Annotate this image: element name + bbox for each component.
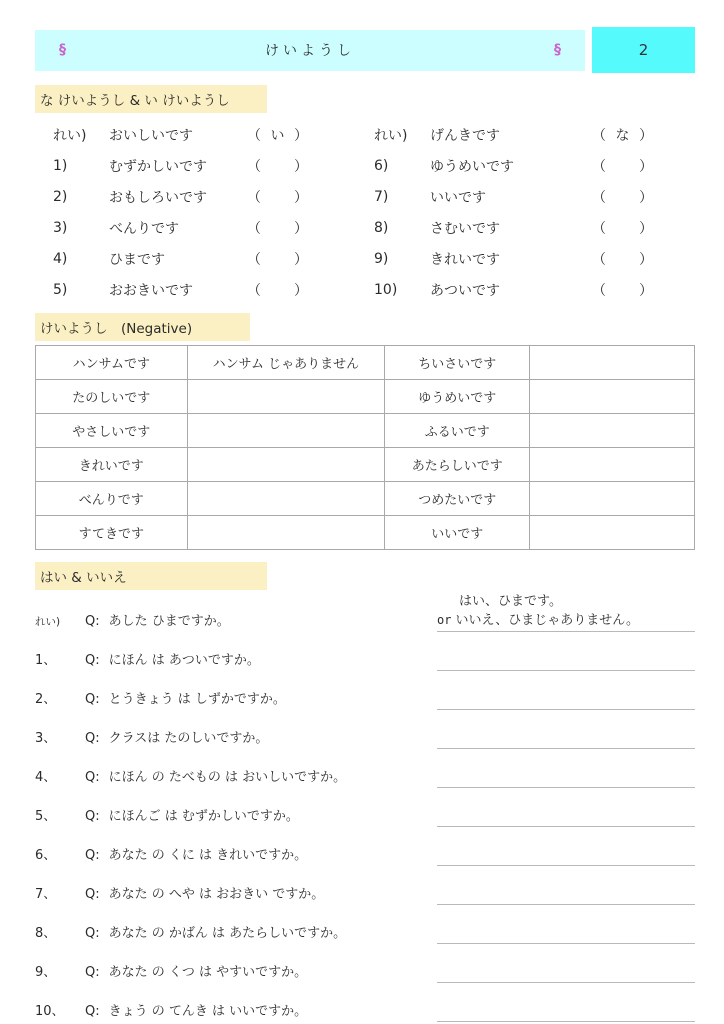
table-cell <box>530 380 695 414</box>
answer-line <box>437 865 695 866</box>
answer-parens: （ ） <box>592 156 653 176</box>
table-cell: やさしいです <box>36 414 188 448</box>
item-number: 1) <box>53 157 68 174</box>
qa-question-text: あなた の くつ は やすいですか。 <box>108 965 308 980</box>
adjective-exercise <box>35 119 695 305</box>
qa-item-number: 2、 <box>35 692 57 707</box>
qa-question-block <box>35 922 346 944</box>
qa-row <box>35 632 695 671</box>
item-number: れい) <box>374 127 408 144</box>
section1-heading <box>35 85 695 113</box>
answer-value <box>615 280 630 300</box>
answer-line <box>437 748 695 749</box>
item-number: 9) <box>374 250 389 267</box>
qa-question-text: あした ひまですか。 <box>108 614 230 629</box>
qa-item-number: 6、 <box>35 848 57 863</box>
qa-question-block <box>35 688 286 710</box>
adjective-word: いいです <box>430 189 486 206</box>
section2-heading <box>35 313 695 341</box>
section2-heading-label: けいようし (Negative) <box>35 313 250 341</box>
answer-parens: （ ） <box>247 249 308 269</box>
qa-question-text: クラスは たのしいですか。 <box>108 731 269 746</box>
qa-question-text: とうきょう は しずかですか。 <box>108 692 286 707</box>
section-mark-left: § <box>59 42 66 58</box>
adjective-item <box>374 274 695 305</box>
table-cell <box>187 482 385 516</box>
negative-form-table <box>35 345 695 550</box>
adjective-item <box>374 243 695 274</box>
adjective-word: ひまです <box>109 251 165 268</box>
table-cell <box>187 414 385 448</box>
answer-parens: （ ） <box>592 187 653 207</box>
qa-item-number: 10、 <box>35 1004 65 1019</box>
section-mark-right: § <box>554 42 561 58</box>
table-cell: きれいです <box>36 448 188 482</box>
qa-question-text: きょう の てんき は いいですか。 <box>108 1004 308 1019</box>
example-answer-no <box>437 611 695 630</box>
answer-value: な <box>615 127 630 144</box>
adjective-column-left <box>53 119 374 305</box>
adjective-word: ゆうめいです <box>430 158 514 175</box>
qa-row <box>35 944 695 983</box>
adjective-word: げんきです <box>430 127 500 144</box>
qa-item-number: 4、 <box>35 770 57 785</box>
answer-value <box>615 156 630 176</box>
qa-row <box>35 827 695 866</box>
qa-question-text: にほん は あついですか。 <box>108 653 260 668</box>
table-row <box>36 516 695 550</box>
example-answer-no-text: いいえ、ひまじゃありません。 <box>455 613 640 628</box>
page-title: けいようし <box>265 43 355 59</box>
qa-item-number: れい) <box>35 616 61 628</box>
answer-value <box>270 218 285 238</box>
table-cell: たのしいです <box>36 380 188 414</box>
qa-question-block <box>35 961 307 983</box>
qa-q-prefix: Q: <box>85 692 100 707</box>
answer-line <box>437 982 695 983</box>
qa-q-prefix: Q: <box>85 731 100 746</box>
answer-parens: （ な ） <box>592 125 653 145</box>
table-cell <box>530 414 695 448</box>
qa-item-number: 7、 <box>35 887 57 902</box>
adjective-word: おもしろいです <box>109 189 207 206</box>
adjective-item <box>374 212 695 243</box>
adjective-item <box>53 181 374 212</box>
adjective-item <box>53 150 374 181</box>
adjective-item <box>53 243 374 274</box>
qa-row <box>35 710 695 749</box>
answer-parens: （ ） <box>592 280 653 300</box>
qa-question-text: にほん の たべもの は おいしいですか。 <box>108 770 347 785</box>
section1-heading-label: な けいようし & い けいようし <box>35 85 267 113</box>
answer-parens: （ ） <box>247 187 308 207</box>
answer-parens: （ ） <box>247 156 308 176</box>
section3-heading-label: はい & いいえ <box>35 562 267 590</box>
table-cell: ゆうめいです <box>385 380 530 414</box>
qa-row <box>35 671 695 710</box>
qa-q-prefix: Q: <box>85 926 100 941</box>
qa-q-prefix: Q: <box>85 809 100 824</box>
qa-item-number: 9、 <box>35 965 57 980</box>
table-cell: べんりです <box>36 482 188 516</box>
or-label: or <box>437 613 452 627</box>
qa-question-block <box>35 610 230 632</box>
qa-q-prefix: Q: <box>85 653 100 668</box>
qa-example-answers <box>437 592 695 632</box>
qa-q-prefix: Q: <box>85 614 100 629</box>
item-number: 10) <box>374 281 398 298</box>
item-number: 5) <box>53 281 68 298</box>
adjective-column-right <box>374 119 695 305</box>
item-number: 2) <box>53 188 68 205</box>
table-cell <box>187 448 385 482</box>
qa-question-block <box>35 805 299 827</box>
header <box>35 27 695 73</box>
qa-question-block <box>35 766 346 788</box>
answer-parens: （ ） <box>592 249 653 269</box>
answer-parens: （ ） <box>247 218 308 238</box>
qa-item-number: 5、 <box>35 809 57 824</box>
table-row <box>36 414 695 448</box>
qa-q-prefix: Q: <box>85 965 100 980</box>
qa-question-block <box>35 883 324 905</box>
qa-q-prefix: Q: <box>85 1004 100 1019</box>
qa-question-text: あなた の へや は おおきい ですか。 <box>108 887 325 902</box>
answer-line <box>437 826 695 827</box>
table-cell: ふるいです <box>385 414 530 448</box>
answer-parens: （ い ） <box>247 125 308 145</box>
adjective-item <box>53 119 374 150</box>
qa-question-text: あなた の かばん は あたらしいですか。 <box>108 926 347 941</box>
table-row <box>36 380 695 414</box>
adjective-word: あついです <box>430 282 500 299</box>
qa-question-block <box>35 727 268 749</box>
answer-value <box>615 249 630 269</box>
adjective-item <box>53 212 374 243</box>
item-number: 8) <box>374 219 389 236</box>
qa-row <box>35 749 695 788</box>
table-cell: ちいさいです <box>385 346 530 380</box>
answer-line <box>437 670 695 671</box>
table-cell: つめたいです <box>385 482 530 516</box>
qa-row <box>35 905 695 944</box>
adjective-word: おいしいです <box>109 127 193 144</box>
qa-item-number: 3、 <box>35 731 57 746</box>
table-cell: ハンサム じゃありません <box>187 346 385 380</box>
answer-value <box>270 280 285 300</box>
answer-line <box>437 787 695 788</box>
qa-example-row <box>35 592 695 632</box>
table-row <box>36 346 695 380</box>
page-number-box <box>592 27 695 73</box>
adjective-item <box>374 150 695 181</box>
table-cell <box>530 448 695 482</box>
table-cell <box>187 380 385 414</box>
answer-value <box>270 187 285 207</box>
qa-row <box>35 788 695 827</box>
answer-value <box>270 156 285 176</box>
answer-value <box>270 249 285 269</box>
example-answer-yes: はい、ひまです。 <box>459 594 562 609</box>
table-row <box>36 482 695 516</box>
item-number: 3) <box>53 219 68 236</box>
adjective-item <box>53 274 374 305</box>
table-cell: あたらしいです <box>385 448 530 482</box>
table-cell: ハンサムです <box>36 346 188 380</box>
qa-question-block <box>35 649 260 671</box>
answer-line <box>437 904 695 905</box>
item-number: 4) <box>53 250 68 267</box>
qa-q-prefix: Q: <box>85 770 100 785</box>
table-cell: いいです <box>385 516 530 550</box>
answer-line <box>437 709 695 710</box>
answer-value: い <box>270 127 285 144</box>
title-bar <box>35 30 585 71</box>
qa-question-text: あなた の くに は きれいですか。 <box>108 848 308 863</box>
qa-item-number: 1、 <box>35 653 57 668</box>
table-cell <box>530 516 695 550</box>
adjective-word: きれいです <box>430 251 500 268</box>
item-number: 6) <box>374 157 389 174</box>
adjective-word: おおきいです <box>109 282 193 299</box>
item-number: れい) <box>53 127 87 144</box>
answer-line <box>437 943 695 944</box>
table-cell <box>187 516 385 550</box>
adjective-word: べんりです <box>109 220 179 237</box>
qa-q-prefix: Q: <box>85 887 100 902</box>
answer-value <box>615 218 630 238</box>
qa-question-text: にほんご は むずかしいですか。 <box>108 809 299 824</box>
item-number: 7) <box>374 188 389 205</box>
table-cell <box>530 482 695 516</box>
qa-row <box>35 866 695 905</box>
qa-question-block <box>35 1000 307 1022</box>
yes-no-exercise <box>35 592 695 1022</box>
page-number: 2 <box>638 41 649 59</box>
qa-question-block <box>35 844 307 866</box>
qa-row <box>35 983 695 1022</box>
answer-value <box>615 187 630 207</box>
qa-q-prefix: Q: <box>85 848 100 863</box>
table-cell <box>530 346 695 380</box>
section3-heading <box>35 562 695 590</box>
adjective-item <box>374 119 695 150</box>
answer-line <box>437 1021 695 1022</box>
adjective-item <box>374 181 695 212</box>
table-row <box>36 448 695 482</box>
table-cell: すてきです <box>36 516 188 550</box>
adjective-word: さむいです <box>430 220 500 237</box>
answer-parens: （ ） <box>247 280 308 300</box>
adjective-word: むずかしいです <box>109 158 207 175</box>
qa-item-number: 8、 <box>35 926 57 941</box>
answer-parens: （ ） <box>592 218 653 238</box>
